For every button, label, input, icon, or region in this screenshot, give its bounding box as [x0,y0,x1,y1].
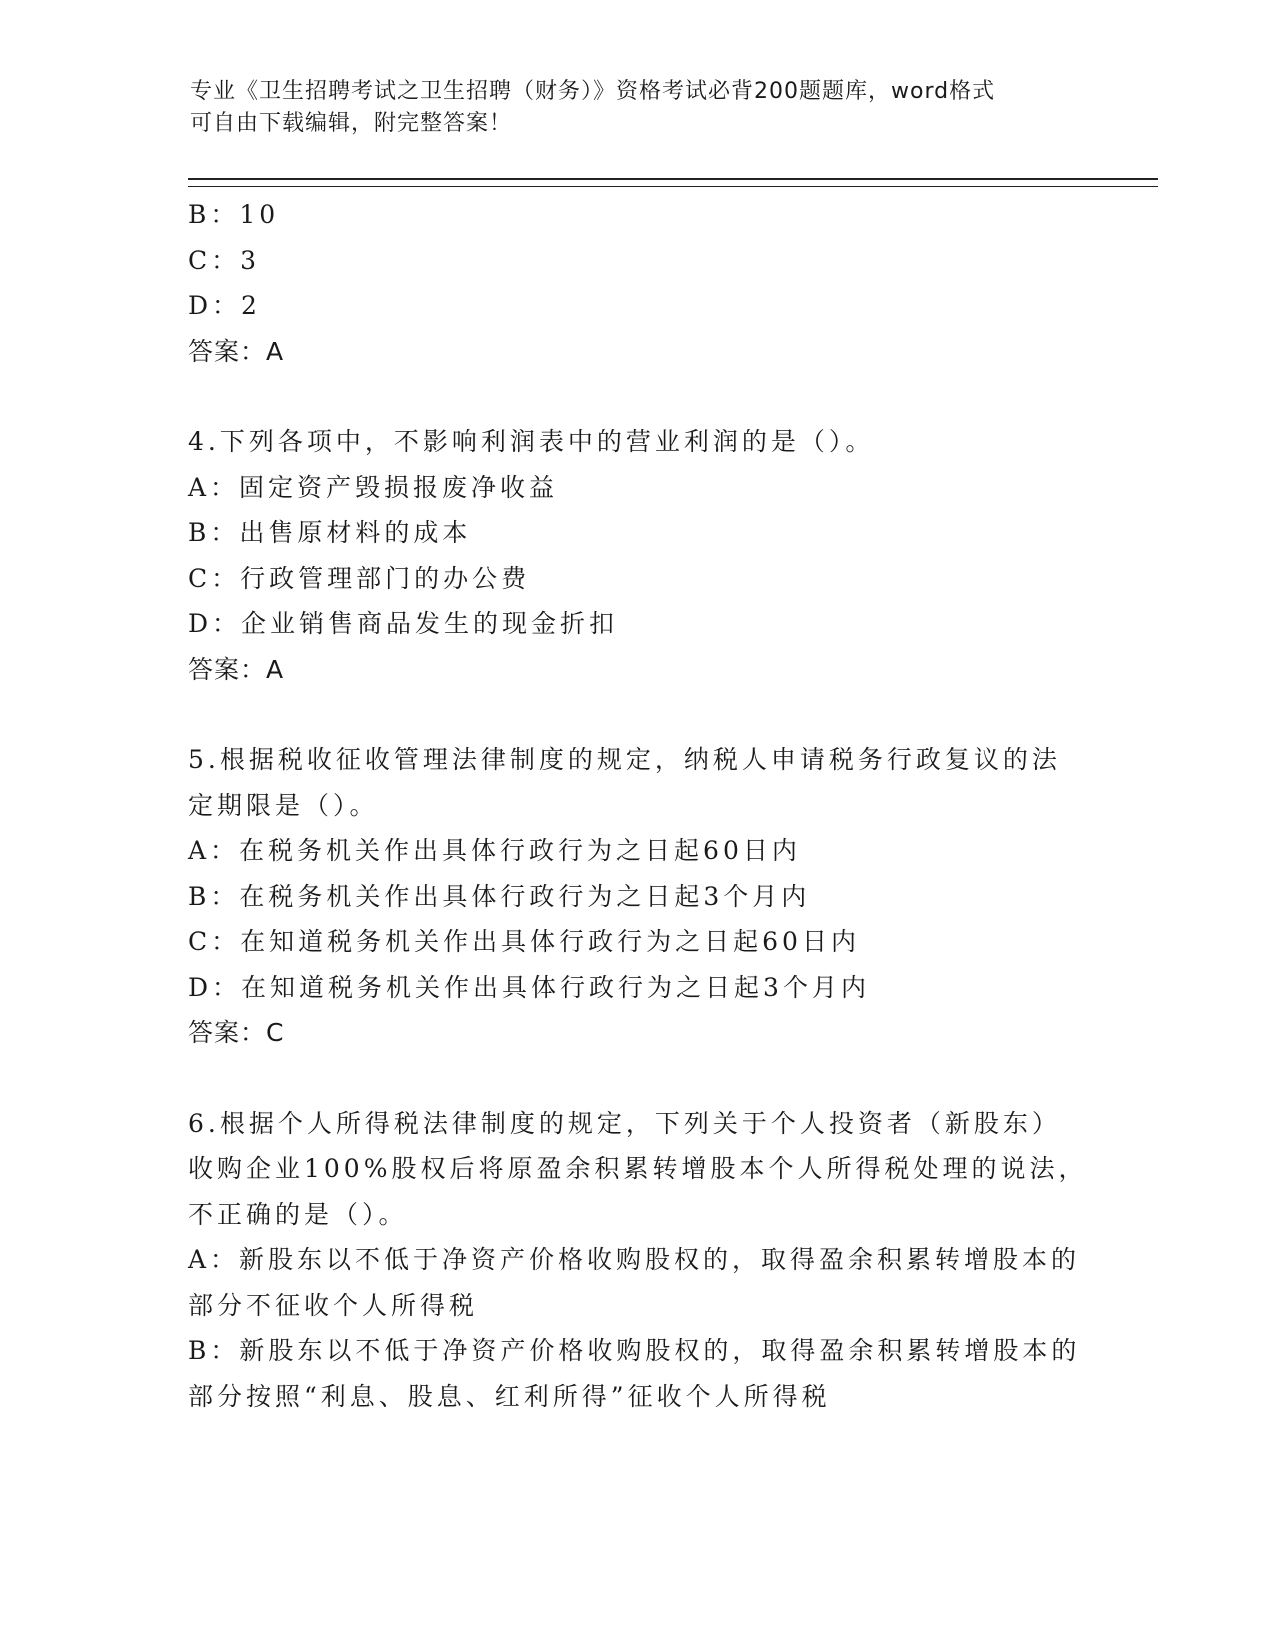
question-stem: 4.下列各项中，不影响利润表中的营业利润的是（）。 [188,427,875,456]
option-b-line-2: 部分按照“利息、股息、红利所得”征收个人所得税 [188,1381,831,1411]
question-3-continued [188,192,1088,374]
spacer [188,1056,1088,1101]
option-c: C：3 [188,245,261,275]
option-a: A：固定资产毁损报废净收益 [188,472,559,502]
question-4 [188,419,1088,692]
answer-line: 答案：A [188,654,285,684]
header-title-line-1: 专业《卫生招聘考试之卫生招聘（财务）》资格考试必背200题题库，word格式 [190,79,996,104]
spacer [188,692,1088,737]
question-5 [188,737,1088,1056]
header-title-line-2: 可自由下载编辑，附完整答案！ [190,111,513,136]
option-b: B：出售原材料的成本 [188,518,472,547]
option-d: D：在知道税务机关作出具体行政行为之日起3个月内 [188,972,870,1002]
option-a: A：在税务机关作出具体行政行为之日起60日内 [188,836,801,865]
option-d: D：企业销售商品发生的现金折扣 [188,609,619,638]
document-header [190,76,1090,140]
answer-line: 答案：C [188,1018,285,1047]
question-stem-line-3: 不正确的是（）。 [188,1199,408,1229]
header-divider [188,178,1158,187]
option-b: B：10 [188,200,280,229]
question-stem-line-1: 5.根据税收征收管理法律制度的规定，纳税人申请税务行政复议的法 [188,745,1061,774]
question-stem-line-2: 收购企业100%股权后将原盈余积累转增股本个人所得税处理的说法， [188,1154,1088,1183]
option-b: B：在税务机关作出具体行政行为之日起3个月内 [188,881,811,911]
option-d: D：2 [188,291,261,320]
question-6 [188,1101,1088,1420]
question-stem-line-2: 定期限是（）。 [188,790,379,820]
question-stem-line-1: 6.根据个人所得税法律制度的规定，下列关于个人投资者（新股东） [188,1108,1061,1138]
spacer [188,374,1088,419]
option-c: C：行政管理部门的办公费 [188,563,531,593]
question-list [188,192,1088,1419]
option-b-line-1: B：新股东以不低于净资产价格收购股权的，取得盈余积累转增股本的 [188,1336,1081,1365]
option-c: C：在知道税务机关作出具体行政行为之日起60日内 [188,927,860,956]
option-a-line-1: A：新股东以不低于净资产价格收购股权的，取得盈余积累转增股本的 [188,1245,1081,1274]
option-a-line-2: 部分不征收个人所得税 [188,1290,479,1320]
answer-line: 答案：A [188,336,285,366]
